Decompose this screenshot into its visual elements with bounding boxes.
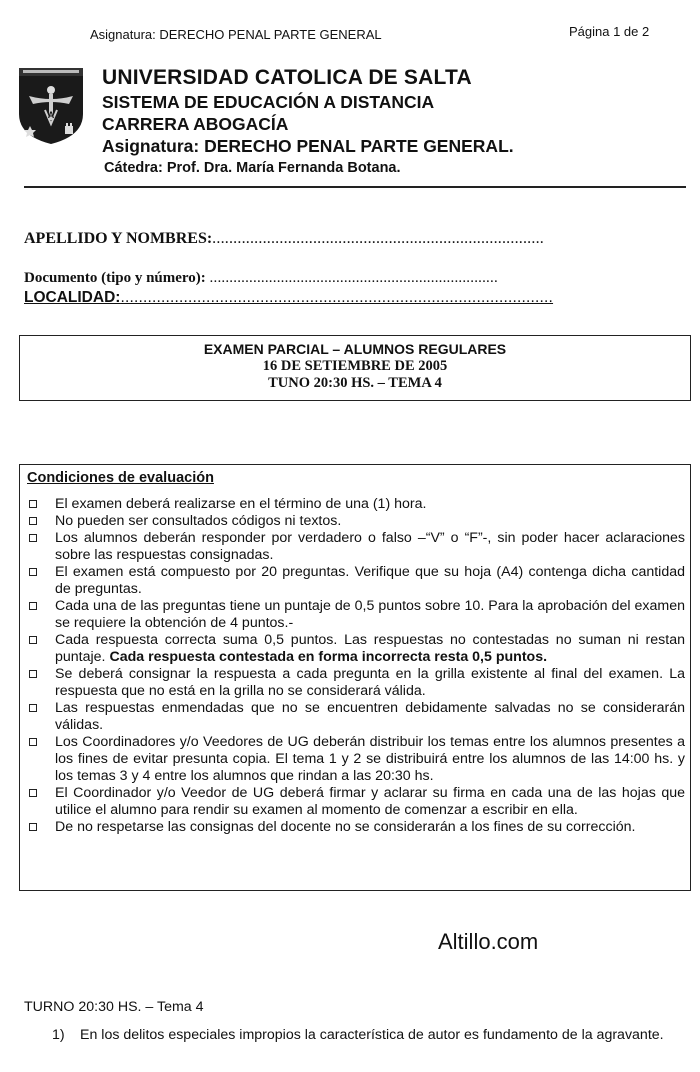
checkbox-bullet-icon [29, 500, 37, 508]
university-crest-icon [17, 66, 85, 146]
checkbox-bullet-icon [29, 517, 37, 525]
condition-item [27, 496, 685, 513]
condition-text: De no respetarse las consignas del docente no se considerarán a los fines de su corrección. [55, 819, 636, 835]
condition-item [27, 700, 685, 734]
conditions-list [27, 496, 685, 836]
section-title: TURNO 20:30 HS. – Tema 4 [24, 999, 204, 1015]
checkbox-bullet-icon [29, 568, 37, 576]
exam-info-box [19, 335, 691, 401]
condition-text: Se deberá consignar la respuesta a cada pregunta en la grilla existente al final del examen. La respuesta que no está en la grilla no se considerará válida. [55, 666, 685, 699]
locality-field[interactable] [24, 289, 553, 307]
altillo-watermark: Altillo.com [438, 929, 539, 954]
question-text: En los delitos especiales impropios la característica de autor es fundamento de la agravante. [80, 1027, 664, 1043]
svg-text:A: A [47, 110, 55, 120]
subject-name: Asignatura: DERECHO PENAL PARTE GENERAL. [102, 136, 514, 156]
checkbox-bullet-icon [29, 670, 37, 678]
chair-name: Cátedra: Prof. Dra. María Fernanda Botana. [104, 160, 401, 176]
university-name: UNIVERSIDAD CATOLICA DE SALTA [102, 66, 472, 89]
locality-field-dots: ................................................................................................ [120, 289, 554, 306]
condition-text: Cada respuesta correcta suma 0,5 puntos. Las respuestas no contestadas no suman ni restan puntaje. [55, 632, 685, 665]
exam-shift: TUNO 20:30 HS. – TEMA 4 [268, 375, 442, 391]
question-number: 1) [52, 1027, 65, 1043]
checkbox-bullet-icon [29, 738, 37, 746]
exam-date: 16 DE SETIEMBRE DE 2005 [262, 358, 448, 374]
condition-item [27, 734, 685, 785]
name-field-label: APELLIDO Y NOMBRES: [24, 230, 213, 247]
document-field-label: Documento (tipo y número): [24, 270, 206, 286]
conditions-box [19, 464, 691, 891]
condition-item [27, 819, 685, 836]
question-item [52, 1027, 686, 1044]
condition-text: No pueden ser consultados códigos ni textos. [55, 513, 342, 529]
checkbox-bullet-icon [29, 789, 37, 797]
system-name: SISTEMA DE EDUCACIÓN A DISTANCIA [102, 92, 435, 112]
condition-text: Cada una de las preguntas tiene un puntaje de 0,5 puntos sobre 10. Para la aprobación del examen se requiere la obtención de 4 puntos.- [55, 598, 685, 631]
condition-item [27, 513, 685, 530]
condition-text: Las respuestas enmendadas que no se encuentren debidamente salvadas no se considerarán válidas. [55, 700, 685, 733]
page-header-subject: Asignatura: DERECHO PENAL PARTE GENERAL [90, 27, 382, 42]
condition-item [27, 632, 685, 666]
checkbox-bullet-icon [29, 704, 37, 712]
checkbox-bullet-icon [29, 823, 37, 831]
name-field-dots: ............................................................................... [212, 230, 544, 247]
condition-text: El examen deberá realizarse en el término de una (1) hora. [55, 496, 427, 512]
name-field[interactable] [24, 230, 544, 248]
document-field[interactable] [24, 270, 498, 287]
conditions-title: Condiciones de evaluación [27, 470, 214, 486]
locality-field-label: LOCALIDAD: [24, 289, 121, 306]
career-name: CARRERA ABOGACÍA [102, 114, 289, 134]
condition-text: Los Coordinadores y/o Veedores de UG deberán distribuir los temas entre los alumnos presentes a los fines de evitar presunta copia. El tema 1 y 2 se distribuirá entre los alumnos de las 14:00 hs. y los temas 3 y 4 entre los alumnos que rindan a las 20:30 hs. [55, 734, 685, 784]
checkbox-bullet-icon [29, 636, 37, 644]
condition-item [27, 598, 685, 632]
condition-item [27, 530, 685, 564]
page-number: Página 1 de 2 [569, 24, 650, 39]
condition-bold-text: Cada respuesta contestada en forma incorrecta resta 0,5 puntos. [109, 649, 548, 665]
header-divider [24, 186, 686, 188]
condition-item [27, 666, 685, 700]
condition-text: Los alumnos deberán responder por verdadero o falso –“V” o “F”-, sin poder hacer aclaraciones sobre las respuestas consignadas. [55, 530, 685, 563]
checkbox-bullet-icon [29, 602, 37, 610]
condition-item [27, 564, 685, 598]
condition-item [27, 785, 685, 819]
checkbox-bullet-icon [29, 534, 37, 542]
condition-text: El examen está compuesto por 20 preguntas. Verifique que su hoja (A4) contenga dicha cantidad de preguntas. [55, 564, 685, 597]
condition-text: El Coordinador y/o Veedor de UG deberá firmar y aclarar su firma en cada una de las hojas que utilice el alumno para rendir su examen al momento de comenzar a escribir en ella. [55, 785, 685, 818]
document-field-dots: ......................................................................... [209, 270, 498, 286]
exam-title: EXAMEN PARCIAL – ALUMNOS REGULARES [203, 341, 507, 357]
